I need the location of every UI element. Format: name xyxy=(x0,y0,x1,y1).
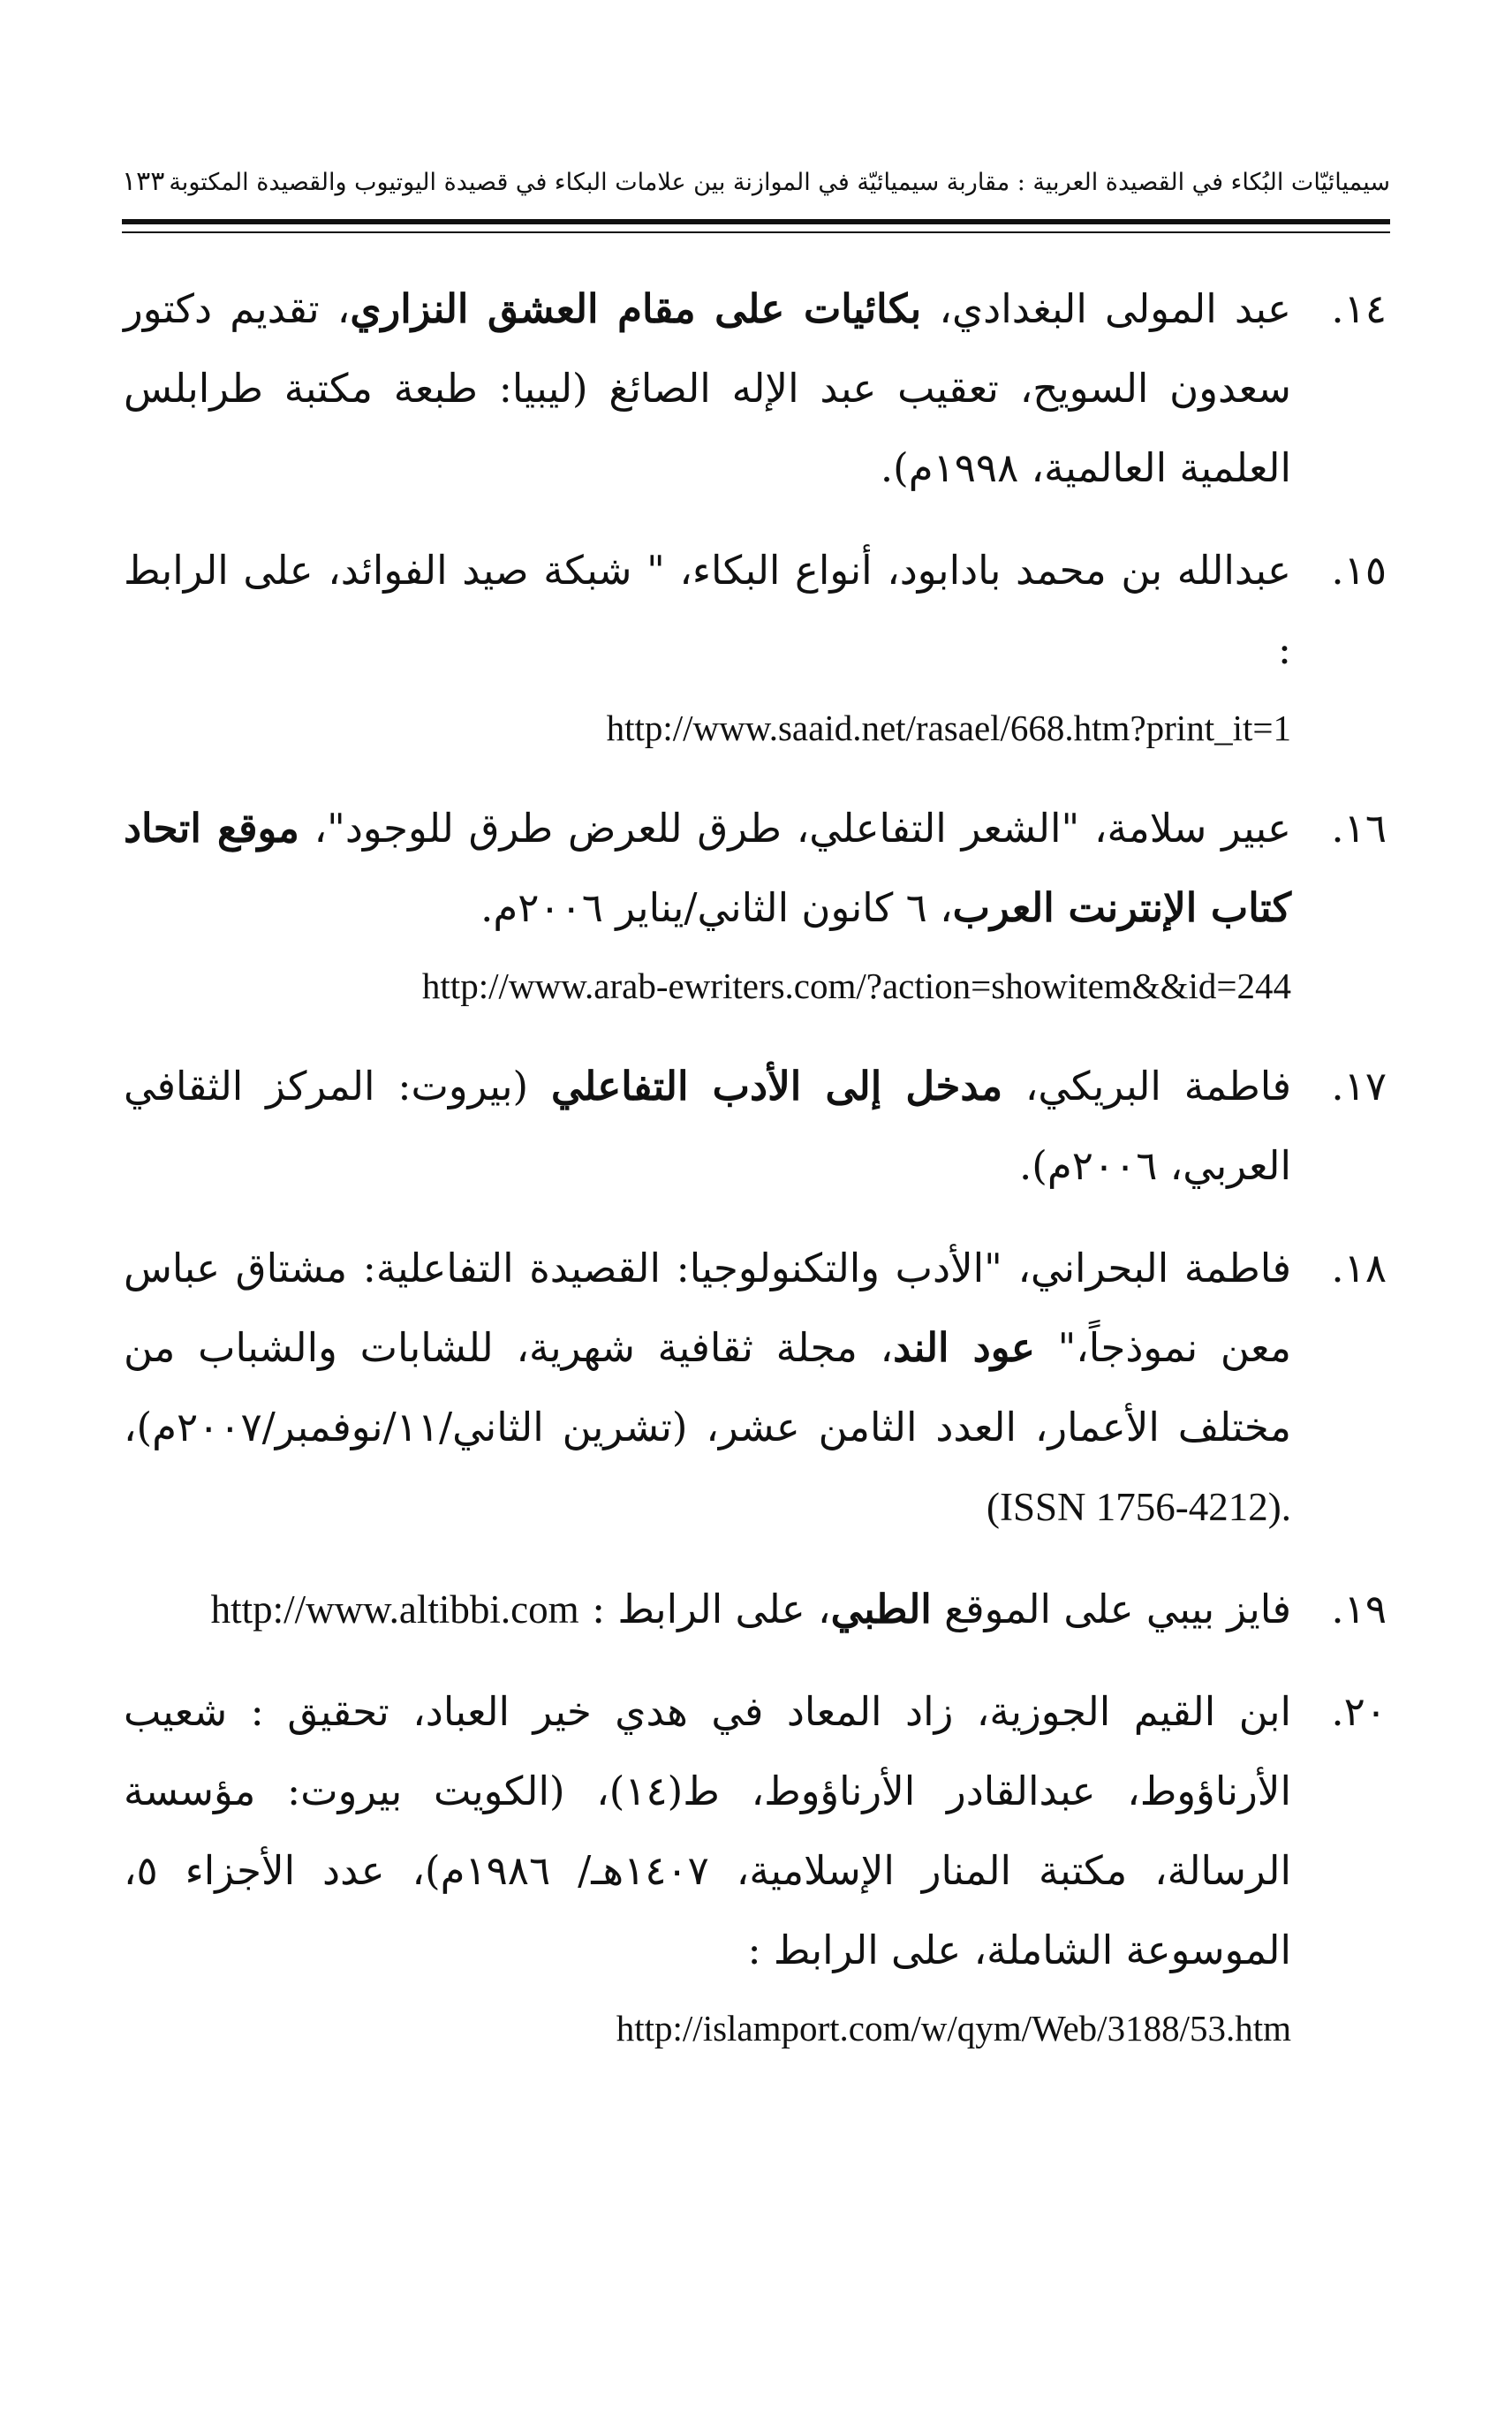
header-rule-thin xyxy=(122,231,1390,233)
reference-link[interactable]: http://islamport.com/w/qym/Web/3188/53.htm xyxy=(616,2008,1291,2049)
reference-title: الطبي xyxy=(830,1586,932,1632)
reference-author: فاطمة البريكي، xyxy=(1002,1063,1291,1109)
reference-number: ١٤. xyxy=(1331,285,1387,332)
reference-link[interactable]: http://www.altibbi.com xyxy=(210,1587,579,1632)
reference-title: بكائيات على مقام العشق النزاري xyxy=(350,285,922,332)
reference-text xyxy=(124,1570,1291,1649)
reference-entry-19 xyxy=(124,1570,1387,1649)
reference-number: ١٩. xyxy=(1331,1586,1387,1632)
reference-details: عبدالله بن محمد بادابود، أنواع البكاء، " شبكة صيد الفوائد، على الرابط : xyxy=(124,547,1291,673)
reference-author: فايز بيبي على الموقع xyxy=(931,1586,1291,1632)
running-header-title: سيميائيّات البُكاء في القصيدة العربية : مقاربة سيميائيّة في الموازنة بين علامات البكاء في قصيدة اليوتيوب والقصيدة المكتوبة xyxy=(169,169,1390,196)
running-header xyxy=(122,164,1390,201)
reference-details: ، تقديم دكتور سعدون السويح، تعقيب عبد الإله الصائغ (ليبيا: طبعة مكتبة طرابلس العلمية العالمية، ١٩٩٨م). xyxy=(124,285,1291,491)
reference-details: ، مجلة ثقافية شهرية، للشابات والشباب من مختلف الأعمار، العدد الثامن عشر، (تشرين الثاني/١١/نوفمبر/٢٠٠٧م)، xyxy=(124,1324,1291,1450)
reference-text xyxy=(124,531,1291,690)
page-number: ١٣٣ xyxy=(122,166,165,197)
reference-title: موقع اتحاد كتاب الإنترنت العرب xyxy=(124,805,1291,931)
reference-link[interactable]: http://www.saaid.net/rasael/668.htm?print_it=1 xyxy=(606,708,1291,748)
reference-link[interactable]: http://www.arab-ewriters.com/?action=showitem&&id=244 xyxy=(421,966,1291,1006)
reference-entry-15 xyxy=(124,531,1387,766)
reference-number: ٢٠. xyxy=(1331,1688,1387,1735)
reference-text xyxy=(124,1229,1291,1547)
reference-details: (بيروت: المركز الثقافي العربي، ٢٠٠٦م). xyxy=(124,1063,1291,1189)
reference-text xyxy=(124,789,1291,948)
reference-title: مدخل إلى الأدب التفاعلي xyxy=(550,1063,1003,1109)
reference-number: ١٦. xyxy=(1331,805,1387,852)
reference-text xyxy=(124,1047,1291,1206)
reference-title: عود الند xyxy=(893,1324,1035,1371)
reference-entry-17 xyxy=(124,1047,1387,1206)
reference-issn: (ISSN 1756-4212). xyxy=(987,1485,1291,1529)
reference-number: ١٨. xyxy=(1331,1245,1387,1291)
reference-entry-16 xyxy=(124,789,1387,1024)
reference-entry-18 xyxy=(124,1229,1387,1547)
reference-author: عبد المولى البغدادي، xyxy=(921,285,1291,332)
reference-entry-14 xyxy=(124,269,1387,508)
reference-details: ابن القيم الجوزية، زاد المعاد في هدي خير العباد، تحقيق : شعيب الأرناؤوط، عبدالقادر الأرناؤوط، ط(١٤)، (الكويت بيروت: مؤسسة الرسالة، مكتبة المنار الإسلامية، ١٤٠٧هـ/ ١٩٨٦م)، عدد الأجزاء ٥، الموسوعة الشاملة، على الرابط : xyxy=(124,1688,1291,1973)
reference-text xyxy=(124,1672,1291,1990)
reference-details: ، على الرابط : xyxy=(578,1586,831,1632)
reference-number: ١٥. xyxy=(1331,547,1387,594)
reference-number: ١٧. xyxy=(1331,1063,1387,1109)
references-list xyxy=(124,269,1387,2089)
reference-author: فاطمة البحراني، "الأدب والتكنولوجيا: القصيدة التفاعلية: مشتاق عباس معن نموذجاً،" xyxy=(124,1245,1291,1371)
reference-text xyxy=(124,269,1291,508)
reference-entry-20 xyxy=(124,1672,1387,2066)
header-rule-thick xyxy=(122,219,1390,224)
reference-details: ، ٦ كانون الثاني/يناير ٢٠٠٦م. xyxy=(480,884,953,931)
reference-author: عبير سلامة، "الشعر التفاعلي، طرق للعرض طرق للوجود"، xyxy=(299,805,1291,852)
